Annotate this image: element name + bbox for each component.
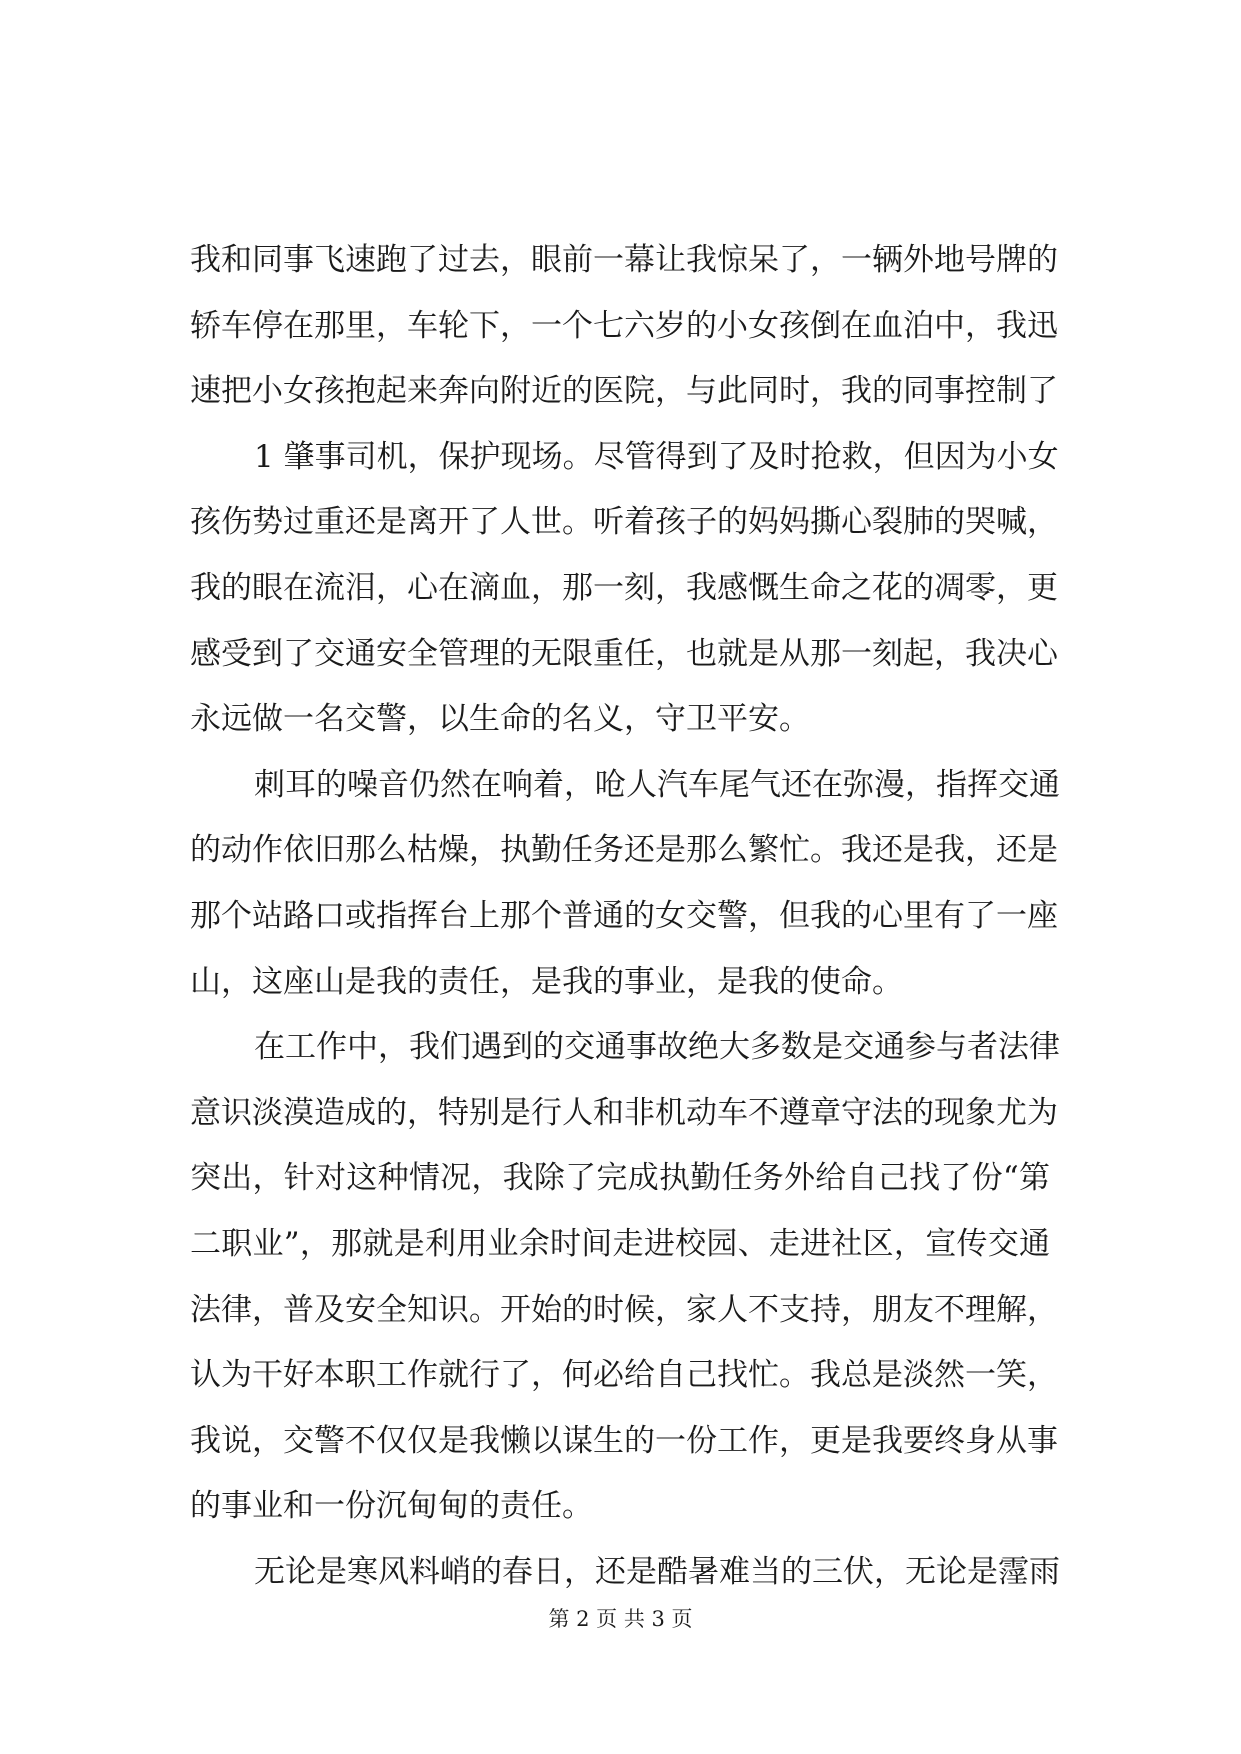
text-line: 我的眼在流泪，心在滴血，那一刻，我感慨生命之花的凋零，更 — [190, 569, 1058, 606]
text-line: 轿车停在那里，车轮下，一个七六岁的小女孩倒在血泊中，我迅 — [190, 307, 1058, 344]
text-line: 无论是寒风料峭的春日，还是酷暑难当的三伏，无论是霪雨 — [254, 1553, 1060, 1590]
paragraph-1 — [190, 228, 1058, 425]
text-line: 二职业”，那就是利用业余时间走进校园、走进社区，宣传交通 — [190, 1225, 1050, 1262]
text-line: 突出，针对这种情况，我除了完成执勤任务外给自己找了份“第 — [190, 1160, 1050, 1197]
text-line: 认为干好本职工作就行了，何必给自己找忙。我总是淡然一笑， — [190, 1357, 1058, 1394]
text-line: 永远做一名交警，以生命的名义，守卫平安。 — [190, 701, 810, 738]
text-line: 刺耳的噪音仍然在响着，呛人汽车尾气还在弥漫，指挥交通 — [254, 766, 1060, 803]
text-line: 的动作依旧那么枯燥，执勤任务还是那么繁忙。我还是我，还是 — [190, 832, 1058, 869]
text-line: 那个站路口或指挥台上那个普通的女交警，但我的心里有了一座 — [190, 897, 1058, 934]
text-line: 的事业和一份沉甸甸的责任。 — [190, 1488, 593, 1525]
paragraph-3 — [190, 753, 1060, 1015]
paragraph-4 — [190, 1015, 1060, 1540]
document-body — [190, 228, 1060, 1605]
text-line: 意识淡漠造成的，特别是行人和非机动车不遵章守法的现象尤为 — [190, 1094, 1058, 1131]
page-footer — [0, 1604, 1241, 1634]
text-line: 法律，普及安全知识。开始的时候，家人不支持，朋友不理解， — [190, 1291, 1058, 1328]
text-line: 我和同事飞速跑了过去，眼前一幕让我惊呆了，一辆外地号牌的 — [190, 242, 1058, 278]
text-line: 山，这座山是我的责任，是我的事业，是我的使命。 — [190, 963, 903, 1000]
text-line: 速把小女孩抱起来奔向附近的医院，与此同时，我的同事控制了 — [190, 373, 1058, 410]
text-line: 我说，交警不仅仅是我懒以谋生的一份工作，更是我要终身从事 — [190, 1422, 1058, 1459]
page-number: 第 2 页 共 3 页 — [548, 1607, 693, 1631]
text-line: 感受到了交通安全管理的无限重任，也就是从那一刻起，我决心 — [190, 635, 1058, 672]
paragraph-2 — [190, 425, 1059, 753]
text-line: 在工作中，我们遇到的交通事故绝大多数是交通参与者法律 — [254, 1029, 1060, 1066]
text-line: 1 肇事司机，保护现场。尽管得到了及时抢救，但因为小女 — [254, 438, 1059, 475]
paragraph-5 — [190, 1540, 1060, 1606]
text-line: 孩伤势过重还是离开了人世。听着孩子的妈妈撕心裂肺的哭喊， — [190, 504, 1058, 541]
